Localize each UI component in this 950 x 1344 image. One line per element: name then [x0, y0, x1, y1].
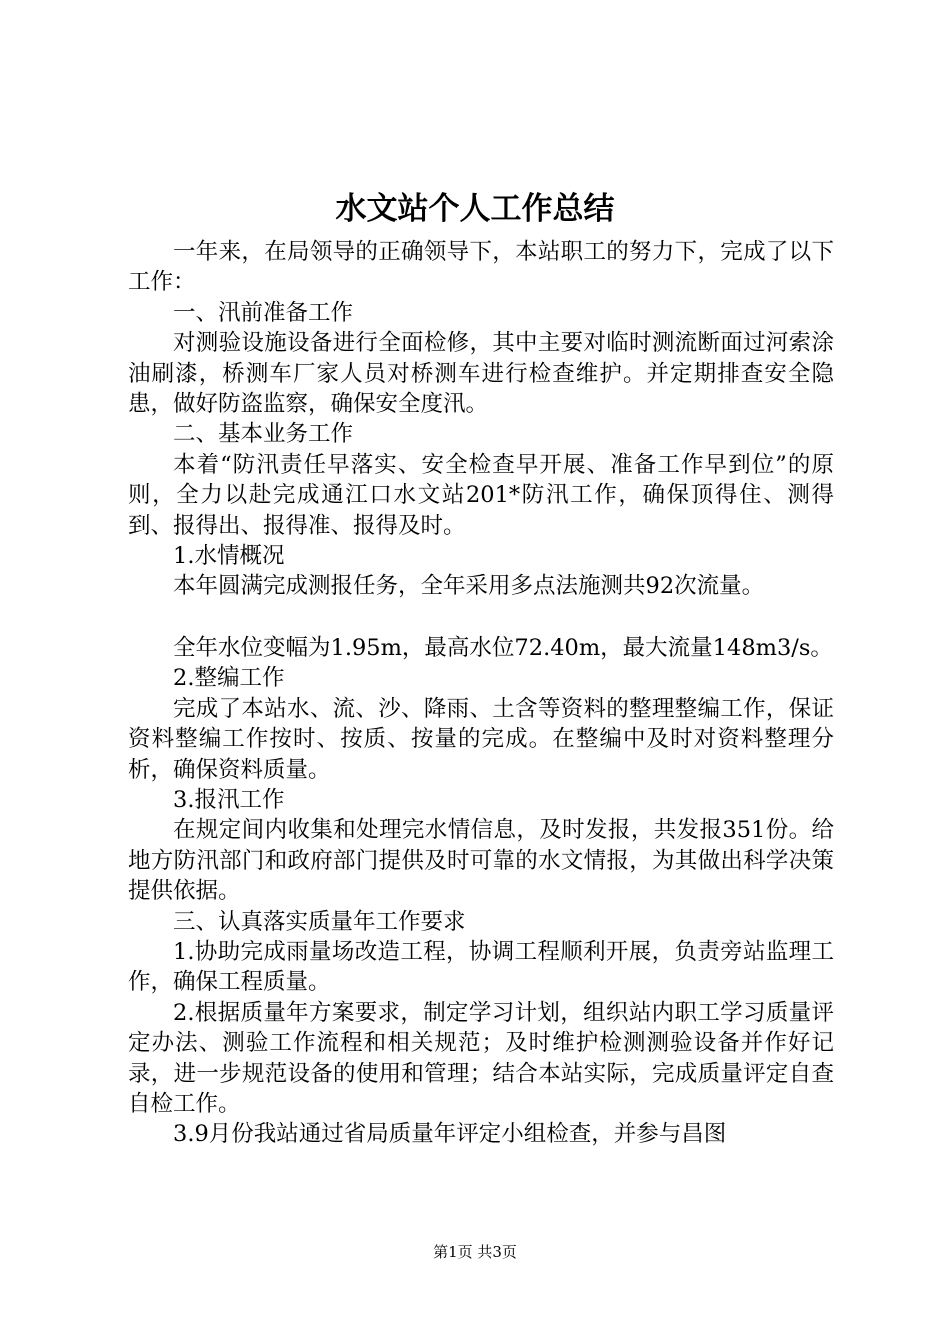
- paragraph-flood-report: 在规定间内收集和处理完水情信息，及时发报，共发报351份。给地方防汛部门和政府部门提供及时可靠的水文情报，为其做出科学决策提供依据。: [128, 817, 834, 905]
- subheading-flood-report: 3.报汛工作: [173, 786, 285, 813]
- paragraph-preflood: 对测验设施设备进行全面检修，其中主要对临时测流断面过河索涂油刷漆，桥测车厂家人员对桥测车进行检查维护。并定期排查安全隐患，做好防盗监察，确保安全度汛。: [128, 330, 834, 418]
- subheading-water-regime: 1.水情概况: [173, 543, 285, 570]
- section-heading-quality-year: 三、认真落实质量年工作要求: [173, 908, 466, 935]
- paragraph-quality-3: 3.9月份我站通过省局质量年评定小组检查，并参与昌图: [173, 1121, 727, 1148]
- subheading-compilation: 2.整编工作: [173, 665, 285, 692]
- section-heading-preflood: 一、汛前准备工作: [173, 299, 354, 326]
- paragraph-intro: 一年来，在局领导的正确领导下，本站职工的努力下，完成了以下工作：: [128, 239, 834, 296]
- document-body: [128, 237, 834, 1150]
- document-title: 水文站个人工作总结: [335, 191, 615, 227]
- paragraph-quality-1: 1.协助完成雨量场改造工程，协调工程顺利开展，负责旁站监理工作，确保工程质量。: [128, 938, 834, 996]
- paragraph-quality-2: 2.根据质量年方案要求，制定学习计划，组织站内职工学习质量评定办法、测验工作流程和相关规范；及时维护检测测验设备并作好记录，进一步规范设备的使用和管理；结合本站实际，完成质量评定自查自检工作。: [128, 999, 834, 1117]
- section-heading-basic-work: 二、基本业务工作: [173, 421, 354, 448]
- paragraph-basic-work: 本着“防汛责任早落实、安全检查早开展、准备工作早到位”的原则，全力以赴完成通江口水文站201*防汛工作，确保顶得住、测得到、报得出、报得准、报得及时。: [128, 451, 834, 539]
- paragraph-compilation: 完成了本站水、流、沙、降雨、土含等资料的整理整编工作，保证资料整编工作按时、按质、按量的完成。在整编中及时对资料整理分析，确保资料质量。: [128, 695, 834, 783]
- paragraph-water-regime-2: 全年水位变幅为1.95m，最高水位72.40m，最大流量148m3/s。: [173, 634, 833, 661]
- page-footer: 第1页 共3页: [433, 1243, 517, 1261]
- paragraph-water-regime-1: 本年圆满完成测报任务，全年采用多点法施测共92次流量。: [173, 573, 765, 600]
